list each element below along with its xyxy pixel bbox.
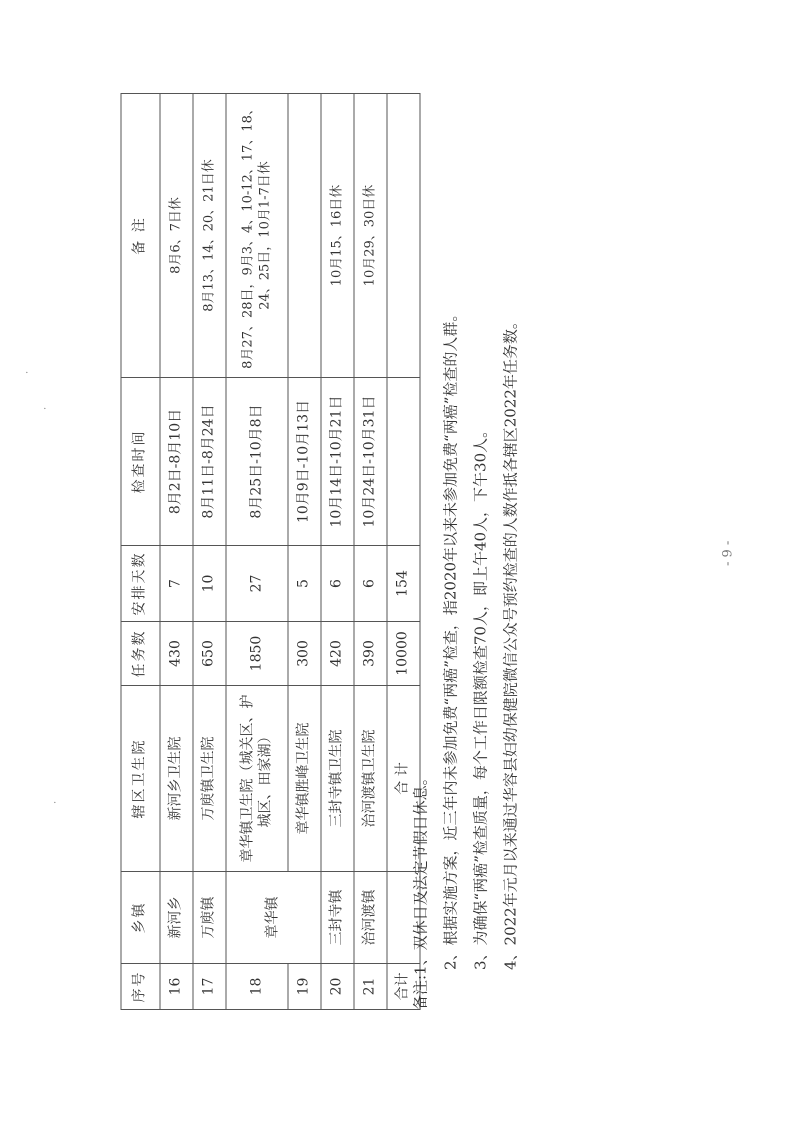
schedule-table [120, 93, 420, 1010]
total-no: 合计 [387, 964, 420, 1010]
scan-speck: · [40, 406, 51, 410]
cell-town: 三封寺镇 [321, 872, 354, 964]
cell-no: 19 [288, 964, 321, 1010]
cell-town: 万庾镇 [193, 872, 226, 964]
total-label: 合 计 [387, 686, 420, 872]
cell-town: 治河渡镇 [354, 872, 387, 964]
cell-no: 17 [193, 964, 226, 1010]
cell-days: 6 [321, 546, 354, 622]
total-days: 154 [387, 546, 420, 622]
header-remark: 备 注 [121, 94, 160, 378]
table-row [160, 94, 193, 1010]
table-row [226, 94, 288, 1010]
header-days: 安排天数 [121, 546, 160, 622]
cell-days: 27 [226, 546, 288, 622]
cell-days: 7 [160, 546, 193, 622]
table-row [193, 94, 226, 1010]
header-tasks: 任务数 [121, 622, 160, 686]
cell-no: 21 [354, 964, 387, 1010]
table-row [354, 94, 387, 1010]
cell-hospital: 章华镇卫生院（城关区、护城区、田家湖） [226, 686, 288, 872]
header-no: 序号 [121, 964, 160, 1010]
notes-block [405, 307, 525, 1010]
cell-tasks: 1850 [226, 622, 288, 686]
cell-no: 18 [226, 964, 288, 1010]
header-town: 乡镇 [121, 872, 160, 964]
cell-time: 10月14日-10月21日 [321, 378, 354, 546]
cell-hospital: 新河乡卫生院 [160, 686, 193, 872]
cell-remark [288, 94, 321, 378]
cell-days: 5 [288, 546, 321, 622]
cell-hospital: 章华镇胜峰卫生院 [288, 686, 321, 872]
cell-time: 10月24日-10月31日 [354, 378, 387, 546]
cell-hospital: 三封寺镇卫生院 [321, 686, 354, 872]
cell-days: 6 [354, 546, 387, 622]
cell-tasks: 300 [288, 622, 321, 686]
cell-hospital: 万庾镇卫生院 [193, 686, 226, 872]
total-tasks: 10000 [387, 622, 420, 686]
page-number: - 9 - [720, 540, 735, 566]
cell-days: 10 [193, 546, 226, 622]
cell-remark: 8月6、7日休 [160, 94, 193, 378]
cell-tasks: 650 [193, 622, 226, 686]
cell-hospital: 治河渡镇卫生院 [354, 686, 387, 872]
note-2: 2、根据实施方案，近三年内未参加免费“两癌”检查，指2020年以来未参加免费“两癌”检查的人群。 [441, 306, 459, 970]
cell-time: 8月11日-8月24日 [193, 378, 226, 546]
note-3: 3、为确保“两癌”检查质量，每个工作日限额检查70人，即上午40人，下午30人。 [471, 422, 489, 970]
cell-time: 10月9日-10月13日 [288, 378, 321, 546]
cell-no: 20 [321, 964, 354, 1010]
header-hospital: 辖区卫生院 [121, 686, 160, 872]
cell-remark: 8月27、28日，9月3、4、10-12、17、18、24、25日，10月1-7日休 [226, 94, 288, 378]
table-row [321, 94, 354, 1010]
cell-remark: 10月15、16日休 [321, 94, 354, 378]
scan-speck: · [22, 370, 33, 374]
header-time: 检查时间 [121, 378, 160, 546]
cell-tasks: 430 [160, 622, 193, 686]
cell-town: 章华镇 [226, 872, 321, 964]
note-4: 4、2022年元月以来通过华容县妇幼保健院微信公众号预约检查的人数作抵各辖区2022年任务数。 [501, 314, 519, 970]
cell-no: 16 [160, 964, 193, 1010]
scan-speck: · [50, 800, 61, 804]
cell-time: 8月25日-10月8日 [226, 378, 288, 546]
table-header-row [121, 94, 160, 1010]
cell-tasks: 420 [321, 622, 354, 686]
note-1: 备注:1、双休日及法定节假日休息。 [411, 770, 429, 1010]
cell-time: 8月2日-8月10日 [160, 378, 193, 546]
cell-remark: 8月13、14、20、21日休 [193, 94, 226, 378]
cell-town: 新河乡 [160, 872, 193, 964]
cell-remark: 10月29、30日休 [354, 94, 387, 378]
cell-tasks: 390 [354, 622, 387, 686]
